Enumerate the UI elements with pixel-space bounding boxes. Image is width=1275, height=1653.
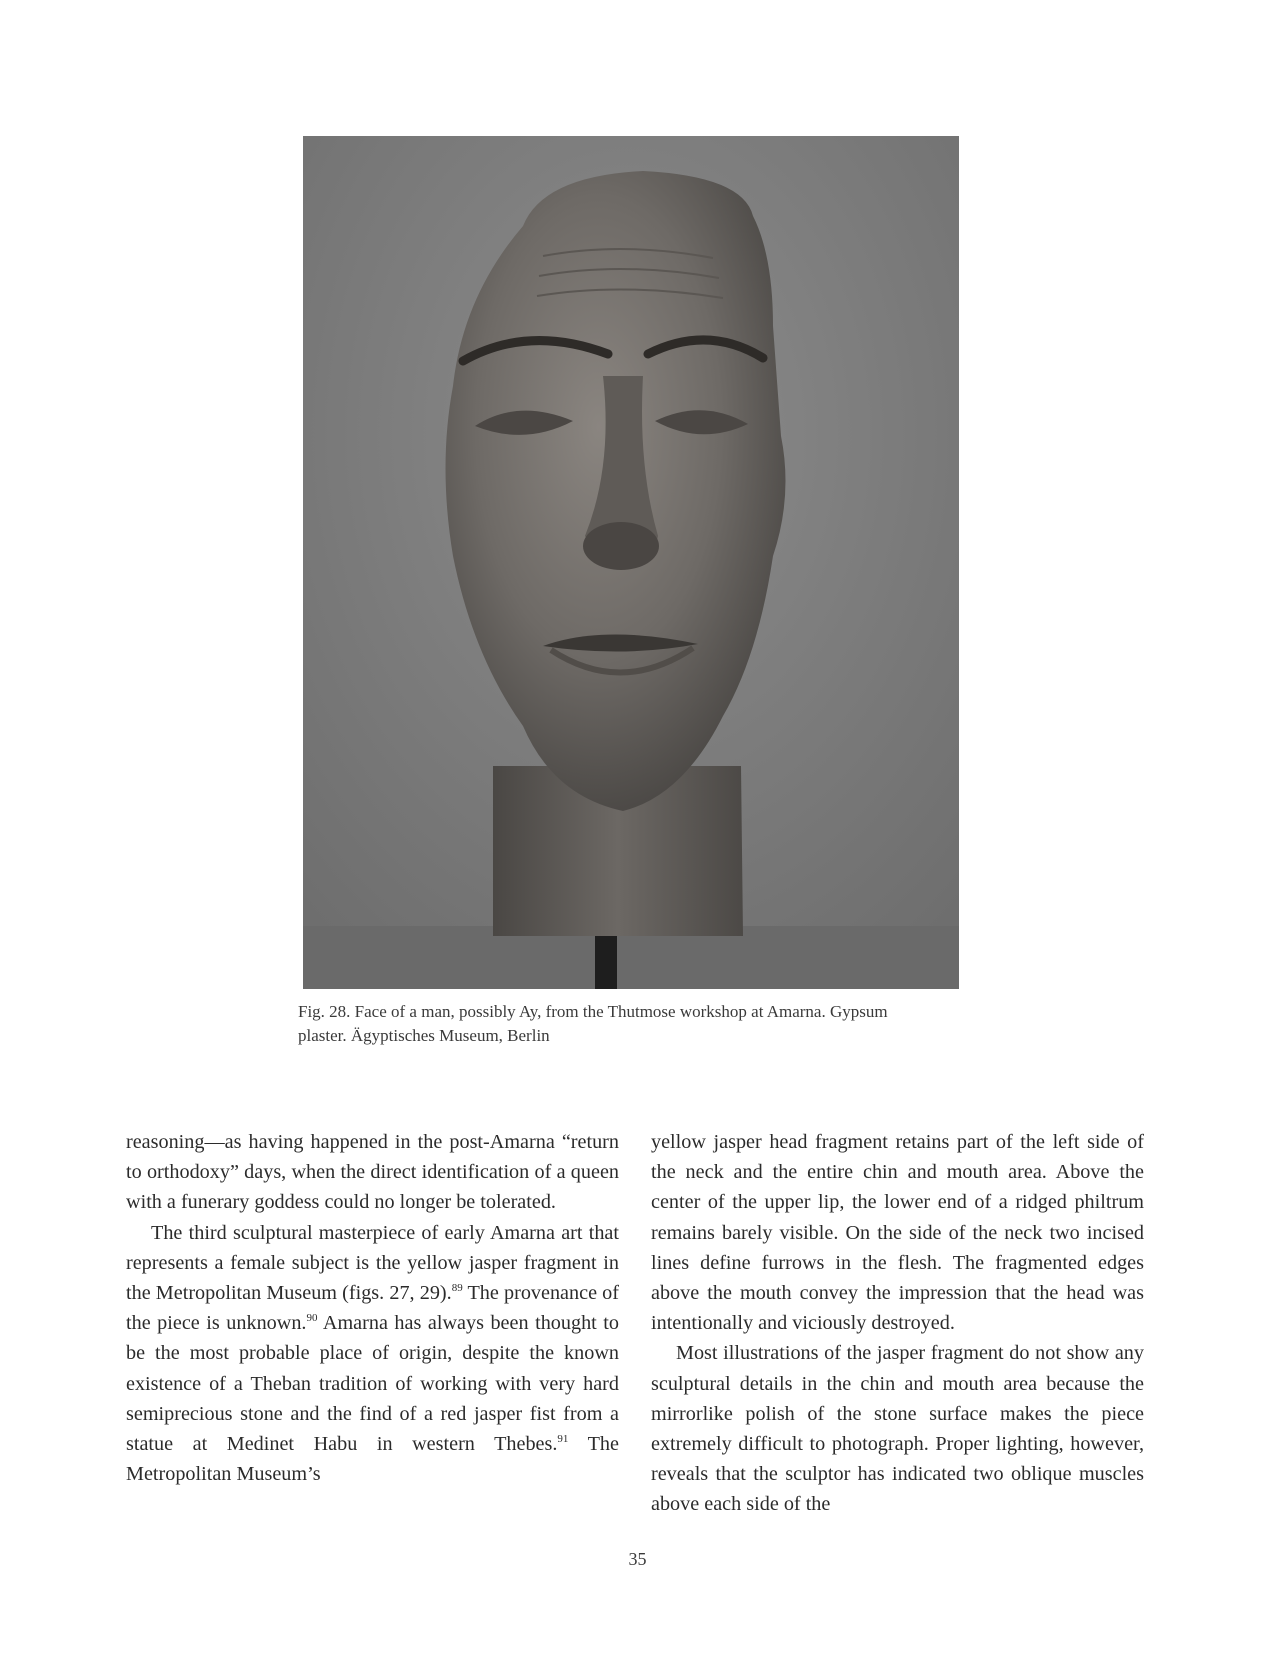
text-run: The third sculptural masterpiece of early Amarna art that represents a female subject is the yellow jasper fragment in the Metropolitan Museum (figs. 27, 29).	[126, 1221, 619, 1305]
plaster-face-image	[303, 136, 959, 989]
caption-line-2: plaster. Ägyptisches Museum, Berlin	[298, 1026, 550, 1045]
page-number: 35	[628, 1549, 647, 1569]
figure-28-photo	[303, 136, 959, 989]
text-run: The provenance of the piece is unknown.	[126, 1282, 619, 1335]
text-run: Amarna has always been thought to be the most probable place of origin, despite the known existence of a Theban tradition of working with very hard semiprecious stone and the find of a red jasper fist from a statue at Medinet Habu in western Thebes.	[126, 1312, 619, 1456]
caption-line-1: Fig. 28. Face of a man, possibly Ay, from the Thutmose workshop at Amarna. Gypsum	[298, 1002, 888, 1021]
right-text-column	[651, 1127, 1144, 1520]
paragraph: reasoning—as having happened in the post-Amarna “return to orthodoxy” days, when the direct identification of a queen with a funerary goddess could no longer be tolerated.	[126, 1131, 619, 1214]
paragraph: Most illustrations of the jasper fragment do not show any sculptural details in the chin and mouth area because the mirrorlike polish of the stone surface makes the piece extremely difficult to photograph. Proper lighting, however, reveals that the sculptor has indicated two oblique muscles above each side of the	[651, 1342, 1144, 1516]
paragraph: yellow jasper head fragment retains part of the left side of the neck and the entire chin and mouth area. Above the center of the upper lip, the lower end of a ridged philtrum remains barely visible. On the side of the neck two incised lines define furrows in the flesh. The fragmented edges above the mouth convey the impression that the head was intentionally and viciously destroyed.	[651, 1131, 1144, 1335]
footnote-ref: 90	[306, 1312, 318, 1325]
paragraph	[126, 1218, 619, 1490]
left-text-column	[126, 1127, 619, 1489]
footnote-ref: 89	[451, 1282, 463, 1295]
text-run: The Metropolitan Museum’s	[126, 1433, 619, 1486]
footnote-ref: 91	[557, 1433, 569, 1446]
figure-caption	[298, 1000, 978, 1048]
